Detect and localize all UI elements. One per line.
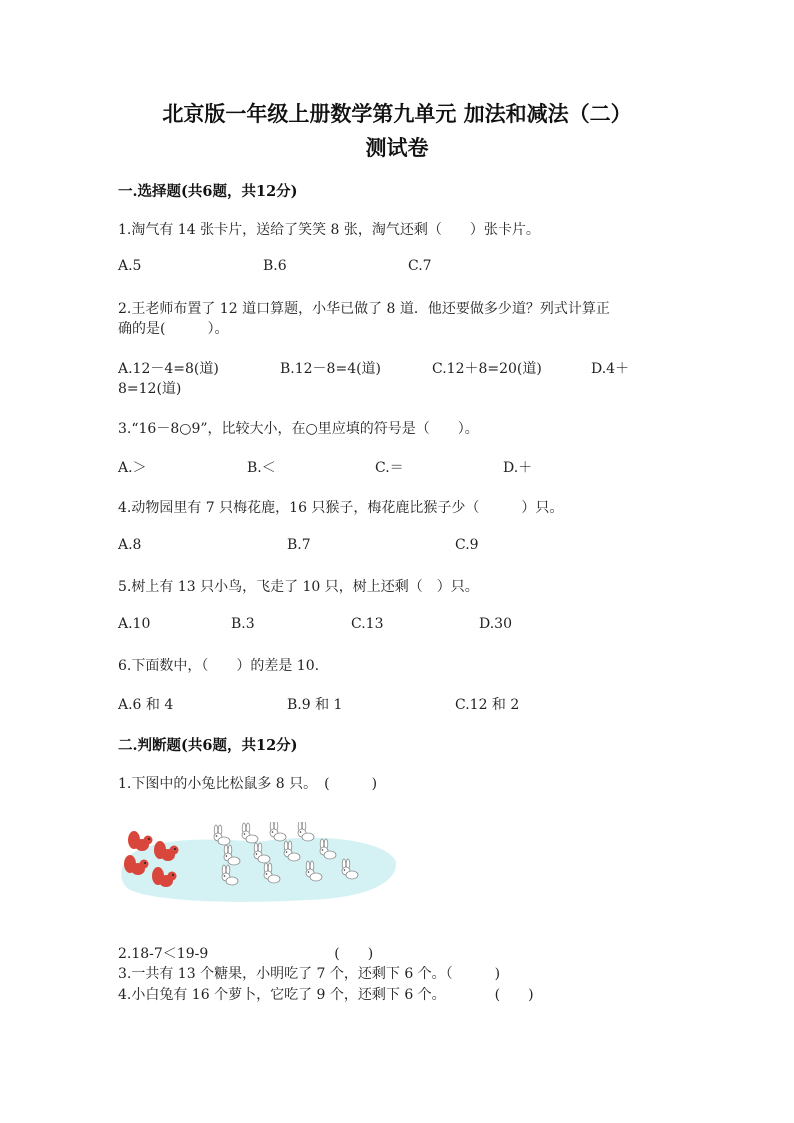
q1-option-a[interactable]: A.5: [118, 258, 142, 274]
q3-option-c[interactable]: C.＝: [375, 460, 404, 476]
q6-option-b[interactable]: B.9 和 1: [287, 697, 343, 713]
judge-question-2-text: 2.18-7＜19-9 ( ): [118, 946, 374, 962]
q5-option-c[interactable]: C.13: [351, 616, 384, 632]
rabbits-squirrels-picture: [118, 822, 398, 904]
question-2-text-line1: 2.王老师布置了 12 道口算题，小华已做了 8 道．他还要做多少道？列式计算正: [118, 301, 610, 317]
page-title-line2: 测试卷: [365, 135, 429, 160]
question-6-text: 6.下面数中，（ ）的差是 10.: [118, 658, 320, 674]
q6-option-a[interactable]: A.6 和 4: [118, 697, 174, 713]
question-4-text: 4.动物园里有 7 只梅花鹿，16 只猴子，梅花鹿比猴子少（ ）只。: [118, 500, 564, 516]
q4-option-a[interactable]: A.8: [118, 537, 142, 553]
question-5-text: 5.树上有 13 只小鸟，飞走了 10 只，树上还剩（ ）只。: [118, 579, 479, 595]
q5-option-b[interactable]: B.3: [231, 616, 255, 632]
q4-option-b[interactable]: B.7: [287, 537, 311, 553]
q2-option-c[interactable]: C.12＋8=20(道): [432, 361, 542, 377]
judge-question-3-text: 3.一共有 13 个糖果，小明吃了 7 个，还剩下 6 个。（ ): [118, 966, 501, 982]
q3-option-a[interactable]: A.＞: [118, 460, 147, 476]
q2-option-a[interactable]: A.12－4=8(道): [118, 361, 219, 377]
judge-question-1-text: 1.下图中的小兔比松鼠多 8 只。 ( ): [118, 776, 378, 792]
q2-option-d-continued: 8=12(道): [118, 381, 182, 397]
q3-option-d[interactable]: D.＋: [503, 460, 533, 476]
q3-option-b[interactable]: B.＜: [247, 460, 276, 476]
q1-option-b[interactable]: B.6: [263, 258, 287, 274]
q6-option-c[interactable]: C.12 和 2: [455, 697, 520, 713]
judge-question-4-text: 4.小白兔有 16 个萝卜，它吃了 9 个，还剩下 6 个。 ( ): [118, 987, 534, 1003]
q2-option-d[interactable]: D.4＋: [591, 361, 630, 377]
section-judge-heading: 二.判断题(共6题，共12分): [118, 737, 298, 754]
q4-option-c[interactable]: C.9: [455, 537, 479, 553]
question-1-text: 1.淘气有 14 张卡片，送给了笑笑 8 张，淘气还剩（ ）张卡片。: [118, 222, 540, 238]
page-title-line1: 北京版一年级上册数学第九单元 加法和减法（二）: [162, 101, 632, 126]
q5-option-d[interactable]: D.30: [479, 616, 512, 632]
section-choice-heading: 一.选择题(共6题，共12分): [118, 183, 298, 200]
rabbit-icon: [270, 822, 286, 841]
q2-option-b[interactable]: B.12－8=4(道): [280, 361, 382, 377]
rabbit-icon: [242, 823, 258, 843]
question-3-text: 3.“16－8○9”，比较大小，在○里应填的符号是（ ）。: [118, 421, 479, 437]
q1-option-c[interactable]: C.7: [408, 258, 432, 274]
q5-option-a[interactable]: A.10: [118, 616, 151, 632]
question-2-text-line2: 确的是( ）。: [118, 321, 229, 337]
